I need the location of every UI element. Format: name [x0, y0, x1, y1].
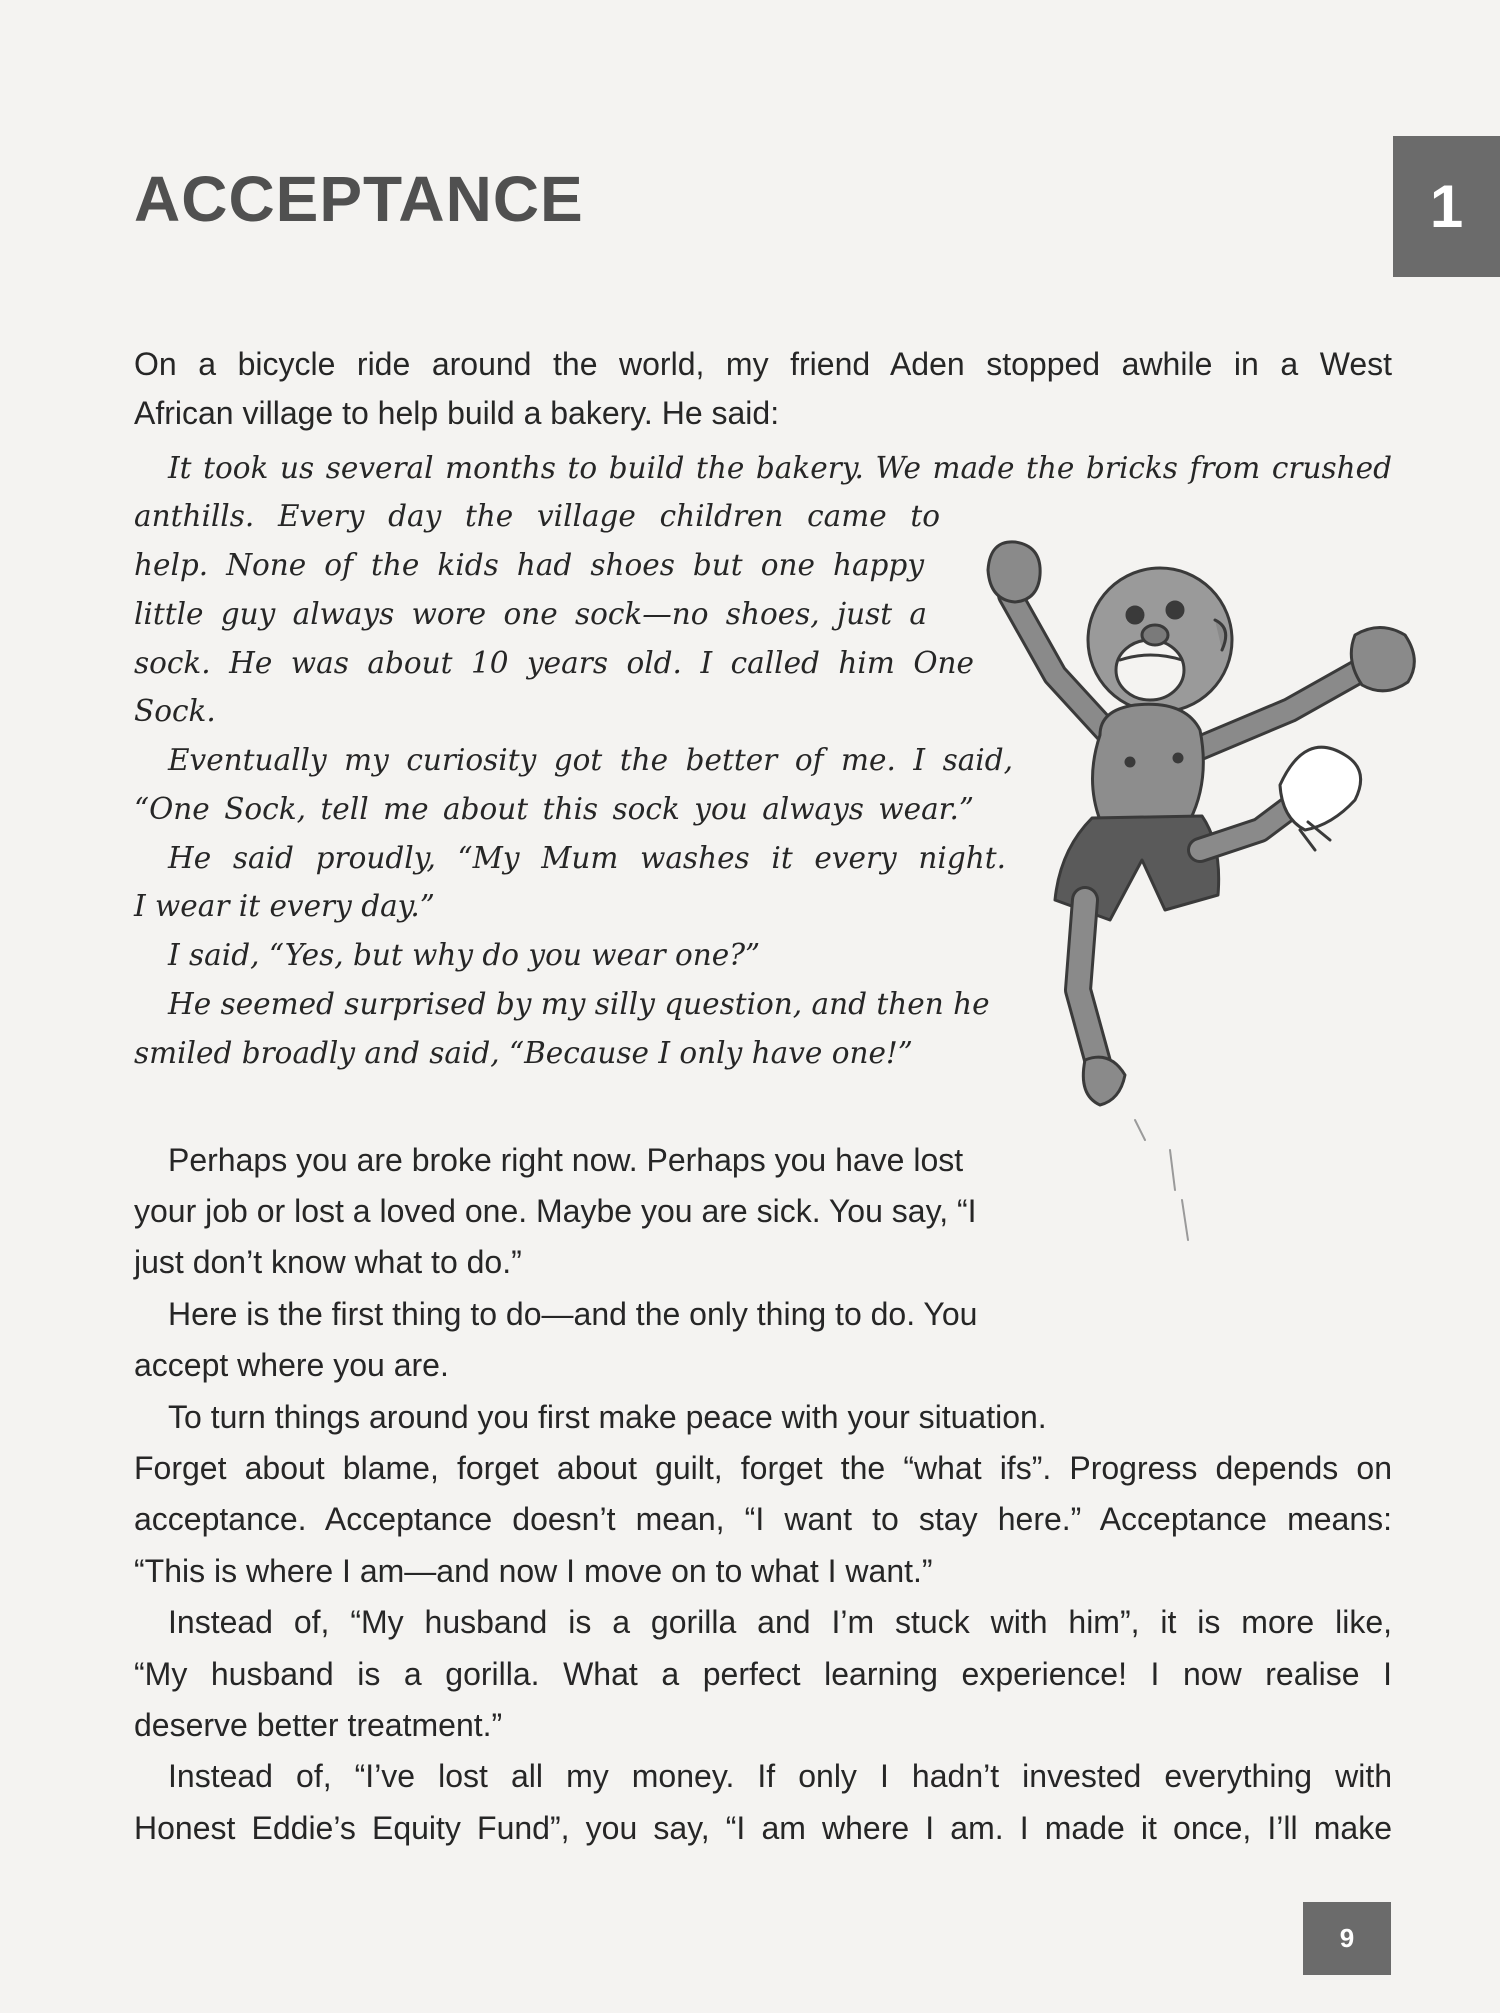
boy-figure: [988, 542, 1414, 1240]
story-line: It took us several months to build the bakery. We made the bricks from crushed: [168, 451, 1392, 485]
text-line: Here is the first thing to do—and the only thing to do. You: [168, 1296, 978, 1332]
text-line: Honest Eddie’s Equity Fund”, you say, “I am where I am. I made it once, I’ll make: [134, 1810, 1392, 1846]
story-line: Sock.: [134, 694, 216, 728]
story-line: sock. He was about 10 years old. I called him One: [134, 646, 974, 680]
text-line: “My husband is a gorilla. What a perfect learning experience! I now realise I: [134, 1656, 1392, 1692]
text-line: Forget about blame, forget about guilt, forget the “what ifs”. Progress depends on: [134, 1450, 1392, 1486]
text-line: Instead of, “I’ve lost all my money. If only I hadn’t invested everything with: [168, 1758, 1392, 1794]
one-sock-boy-illustration: [960, 500, 1460, 1260]
text-line: just don’t know what to do.”: [134, 1244, 522, 1280]
text-line: African village to help build a bakery. He said:: [134, 395, 780, 431]
story-line: little guy always wore one sock—no shoes, just a: [134, 597, 927, 631]
story-line: anthills. Every day the village children came to: [134, 499, 940, 533]
text-line: Perhaps you are broke right now. Perhaps you have lost: [168, 1142, 964, 1178]
story-line: “One Sock, tell me about this sock you always wear.”: [134, 792, 974, 826]
story-line: I wear it every day.”: [134, 889, 435, 923]
text-line: “This is where I am—and now I move on to what I want.”: [134, 1553, 933, 1589]
story-line: I said, “Yes, but why do you wear one?”: [168, 938, 761, 972]
chapter-number-tab: 1: [1393, 136, 1500, 277]
story-line: Eventually my curiosity got the better of me. I said,: [168, 743, 1013, 777]
text-line: On a bicycle ride around the world, my friend Aden stopped awhile in a West: [134, 346, 1392, 382]
story-line: help. None of the kids had shoes but one happy: [134, 548, 924, 582]
story-line: smiled broadly and said, “Because I only have one!”: [134, 1036, 913, 1070]
text-line: deserve better treatment.”: [134, 1707, 503, 1743]
text-line: Instead of, “My husband is a gorilla and I’m stuck with him”, it is more like,: [168, 1604, 1392, 1640]
chapter-title: ACCEPTANCE: [134, 163, 584, 235]
text-line: accept where you are.: [134, 1347, 449, 1383]
text-line: your job or lost a loved one. Maybe you are sick. You say, “I: [134, 1193, 977, 1229]
page-number: 9: [1303, 1902, 1391, 1975]
story-line: He seemed surprised by my silly question, and then he: [168, 987, 990, 1021]
story-line: He said proudly, “My Mum washes it every night.: [168, 841, 1006, 875]
text-line: To turn things around you first make peace with your situation.: [168, 1399, 1047, 1435]
text-line: acceptance. Acceptance doesn’t mean, “I want to stay here.” Acceptance means:: [134, 1501, 1392, 1537]
